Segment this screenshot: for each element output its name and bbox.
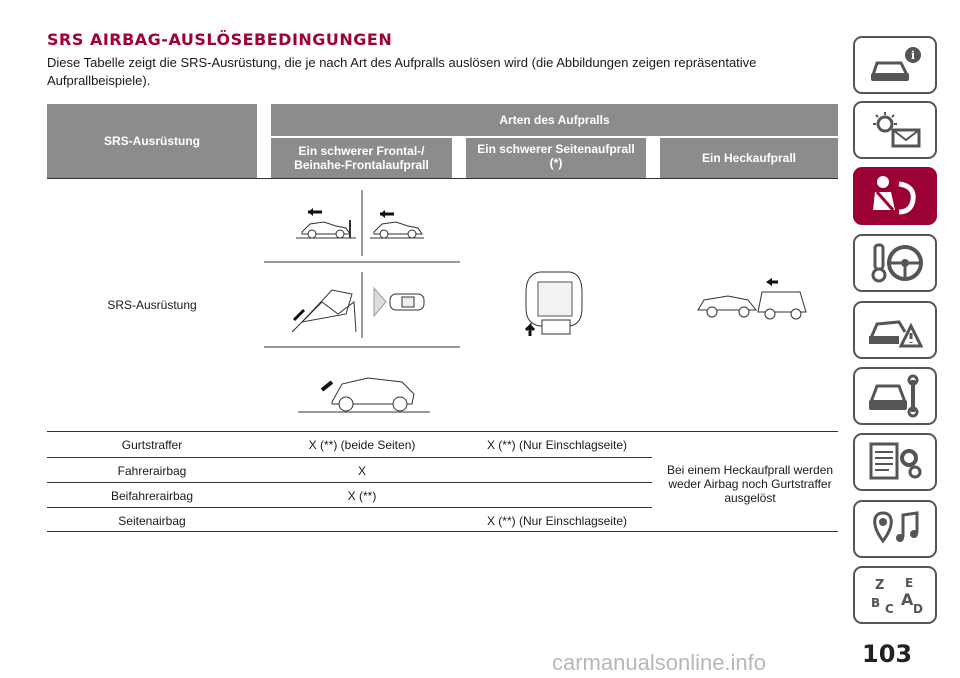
image-row-label-text: SRS-Ausrüstung <box>107 298 197 312</box>
row-front: X <box>357 464 366 478</box>
watermark: carmanualsonline.info <box>552 650 767 675</box>
header-rear-label: Ein Heckaufprall <box>701 151 797 165</box>
rear-impact-illustration <box>692 278 812 324</box>
svg-text:Z: Z <box>875 578 885 593</box>
row-front <box>262 509 462 533</box>
row-label: Gurtstraffer <box>121 438 183 452</box>
car-wrench-icon <box>865 374 925 418</box>
sidebar-tab-lights[interactable] <box>853 101 937 159</box>
row-label: Fahrerairbag <box>117 464 187 478</box>
sidebar-tab-multimedia[interactable] <box>853 500 937 558</box>
side-impact-illustration <box>516 268 592 346</box>
car-climbing-icon <box>292 290 356 332</box>
sidebar-tab-maintenance[interactable] <box>853 367 937 425</box>
rear-impact-note <box>660 440 840 528</box>
car-oblique-icon <box>370 210 424 238</box>
row-label: Beifahrerairbag <box>110 489 194 503</box>
row-front: X (**) (beide Seiten) <box>308 438 416 452</box>
car-warning-icon <box>865 308 925 352</box>
svg-text:B: B <box>871 596 881 610</box>
list-gears-icon <box>865 440 925 484</box>
header-equipment-label: SRS-Ausrüstung <box>104 134 200 148</box>
page-title: SRS AIRBAG-AUSLÖSEBEDINGUNGEN <box>47 30 393 49</box>
header-divider <box>271 136 838 137</box>
row-rule <box>47 457 652 458</box>
sidebar-tab-emergency[interactable] <box>853 301 937 359</box>
header-bottom-rule <box>47 178 838 179</box>
car-frontal-icon <box>296 208 356 238</box>
svg-text:E: E <box>905 576 914 590</box>
row-side <box>462 459 652 483</box>
image-row-bottom-rule <box>47 431 838 432</box>
image-row-label <box>47 290 257 320</box>
page-number: 103 <box>862 640 913 668</box>
svg-text:C: C <box>885 602 894 616</box>
car-crash-icon <box>298 378 430 412</box>
header-side-label: Ein schwerer Seitenaufprall (*) <box>477 142 635 170</box>
header-front-label: Ein schwerer Frontal-/ Beinahe-Frontalaufprall <box>294 144 429 172</box>
table-bottom-rule <box>47 531 838 532</box>
rear-impact-note-text: Bei einem Heckaufprall werden weder Airbag noch Gurtstraffer ausgelöst <box>666 463 834 505</box>
front-impact-illustrations <box>262 182 462 432</box>
car-info-icon <box>865 45 925 85</box>
svg-text:i: i <box>910 49 916 62</box>
row-side: X (**) (Nur Einschlagseite) <box>486 514 628 528</box>
row-label: Seitenairbag <box>118 514 186 528</box>
row-side <box>462 484 652 508</box>
lights-mail-icon <box>865 110 925 150</box>
alphabet-index-icon <box>865 573 925 617</box>
sidebar-tab-driving[interactable] <box>853 234 937 292</box>
header-impact-types <box>271 104 838 136</box>
row-front: X (**) <box>347 489 377 503</box>
header-equipment <box>47 104 257 178</box>
row-side: X (**) (Nur Einschlagseite) <box>486 438 628 452</box>
nav-music-icon <box>865 507 925 551</box>
header-side <box>466 138 646 178</box>
header-rear <box>660 138 838 178</box>
header-front <box>271 138 452 178</box>
header-impact-types-label: Arten des Aufpralls <box>499 113 610 127</box>
sidebar-tab-technical[interactable] <box>853 433 937 491</box>
row-rule <box>47 507 652 508</box>
svg-text:A: A <box>901 590 914 609</box>
sidebar-tab-safety[interactable] <box>853 167 937 225</box>
key-steering-icon <box>865 241 925 285</box>
sidebar-tab-car-info[interactable] <box>853 36 937 94</box>
seatbelt-airbag-icon <box>865 174 925 218</box>
svg-text:D: D <box>913 602 923 616</box>
sidebar-tab-index[interactable] <box>853 566 937 624</box>
intro-text: Diese Tabelle zeigt die SRS-Ausrüstung, die je nach Art des Aufpralls auslösen wird (die Abbildungen zeigen repräsentative Aufprallbeispiele). <box>47 55 757 88</box>
row-rule <box>47 482 652 483</box>
car-topview-icon <box>374 288 424 316</box>
